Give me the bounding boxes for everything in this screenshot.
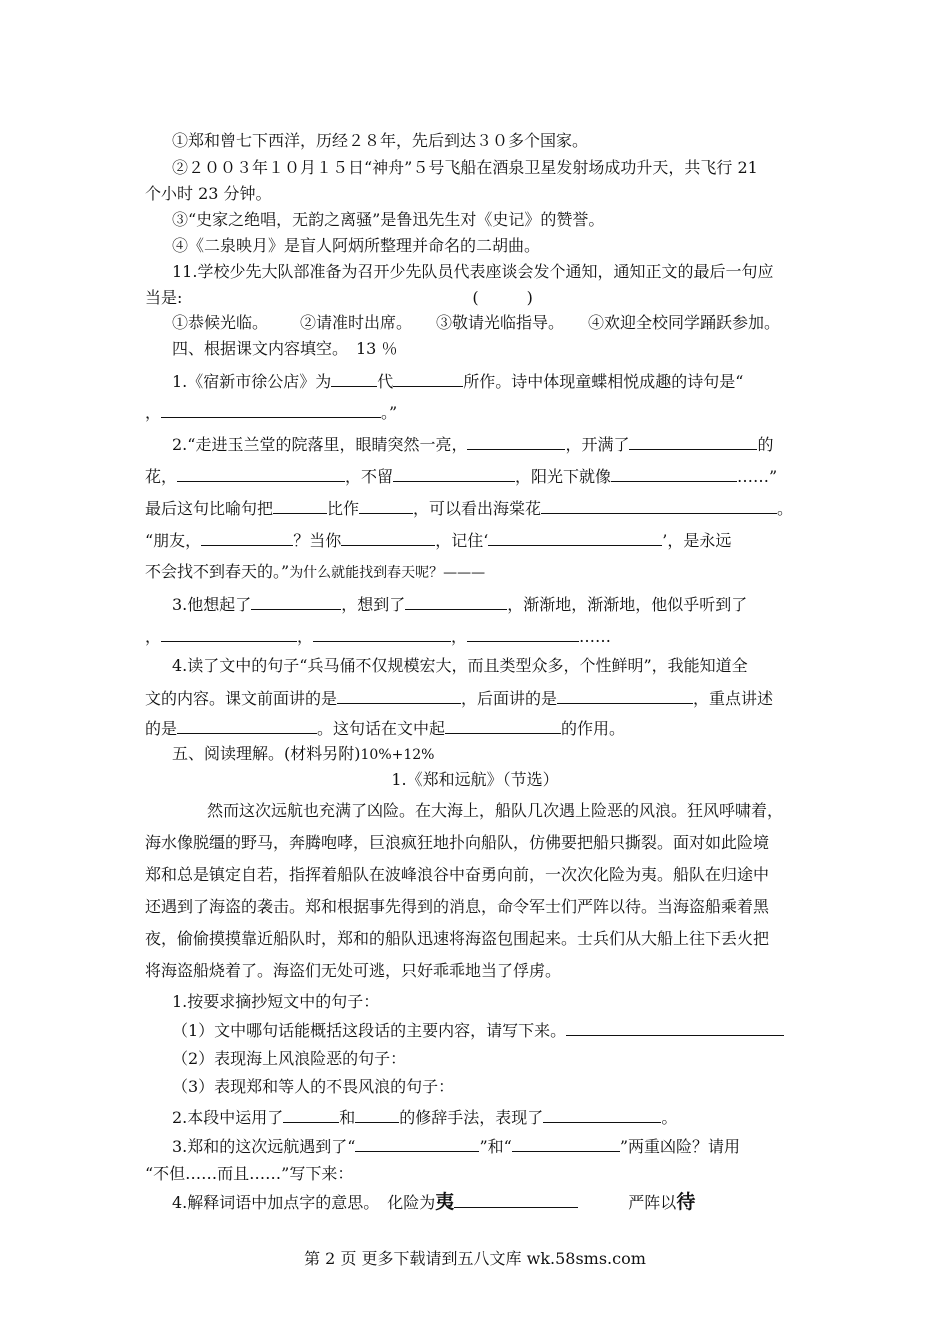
- blank[interactable]: [359, 498, 413, 514]
- blank[interactable]: [445, 718, 561, 734]
- fill-q2: [172, 434, 773, 455]
- fill-q2-line4: [145, 530, 731, 551]
- fill-q4-text: ，后面讲的是: [461, 689, 558, 708]
- item-2-cont: 个小时 23 分钟。: [145, 184, 272, 203]
- option-1: ①恭候光临。: [172, 313, 269, 332]
- fill-q4-line3: [145, 718, 625, 739]
- fill-q1-text: 。”: [381, 403, 398, 422]
- blank[interactable]: [488, 530, 662, 546]
- fill-q2-line3: [145, 498, 793, 519]
- fill-q2-question: 为什么就能找到春天呢？———: [289, 565, 486, 581]
- blank[interactable]: [467, 434, 565, 450]
- blank[interactable]: [629, 434, 757, 450]
- question-11-text: 当是:: [145, 288, 183, 307]
- reading-q2: [172, 1107, 677, 1128]
- fill-q2-text: “朋友，: [145, 531, 202, 550]
- blank[interactable]: [273, 498, 327, 514]
- blank[interactable]: [405, 594, 507, 610]
- fill-q1-text: 所作。诗中体现童蝶相悦成趣的诗句是“: [463, 372, 744, 391]
- blank[interactable]: [557, 688, 693, 704]
- fill-q4-text: 的作用。: [561, 719, 626, 738]
- section-5-label: 五、阅读理解。(材料另附): [172, 744, 361, 763]
- fill-q1: [172, 371, 743, 392]
- blank[interactable]: [467, 626, 579, 642]
- passage-line-4: 还遇到了海盗的袭击。郑和根据事先得到的消息，命令军士们严阵以待。当海盗船乘着黑: [145, 897, 770, 916]
- fill-q4-text: 的是: [145, 719, 178, 738]
- blank[interactable]: [161, 626, 297, 642]
- fill-q4-text: ，重点讲述: [693, 689, 774, 708]
- blank[interactable]: [177, 718, 317, 734]
- fill-q2-text: ’，是永远: [662, 531, 732, 550]
- reading-q4-text: 严阵以: [628, 1193, 677, 1212]
- reading-q3-text: 3.郑和的这次远航遇到了“: [172, 1137, 356, 1156]
- passage-line-1: 然而这次远航也充满了凶险。在大海上，船队几次遇上险恶的风浪。狂风呼啸着，: [207, 801, 784, 820]
- blank[interactable]: [355, 1136, 479, 1152]
- reading-q3-text: ”和“: [479, 1137, 512, 1156]
- page-footer: 第 2 页 更多下载请到五八文库 wk.58sms.com: [304, 1249, 646, 1268]
- blank[interactable]: [541, 498, 777, 514]
- fill-q2-text: 的: [757, 435, 774, 454]
- fill-q3-text: 3.他想起了: [172, 595, 252, 614]
- fill-q2-text: ，不留: [345, 467, 394, 486]
- blank[interactable]: [566, 1020, 784, 1036]
- blank[interactable]: [331, 371, 377, 387]
- fill-q3-text: ，想到了: [341, 595, 406, 614]
- reading-q4-text: 4.解释词语中加点字的意思。 化险为: [172, 1193, 436, 1212]
- passage-line-3: 郑和总是镇定自若，指挥着船队在波峰浪谷中奋勇向前，一次次化险为夷。船队在归途中: [145, 865, 770, 884]
- fill-q2-text: ，开满了: [565, 435, 630, 454]
- passage-line-2: 海水像脱缰的野马，奔腾咆哮，巨浪疯狂地扑向船队，仿佛要把船只撕裂。面对如此险境: [145, 833, 770, 852]
- dotted-char: 夷: [435, 1191, 455, 1213]
- reading-q4: [172, 1192, 695, 1213]
- question-11: 11.学校少先大队部准备为召开少先队员代表座谈会发个通知，通知正文的最后一句应: [172, 262, 774, 281]
- section-5-score: 10%+12%: [360, 747, 435, 763]
- fill-q4: 4.读了文中的句子“兵马俑不仅规模宏大，而且类型众多，个性鲜明”，我能知道全: [172, 656, 748, 675]
- item-4: ④《二泉映月》是盲人阿炳所整理并命名的二胡曲。: [172, 236, 541, 255]
- fill-q1-text: ，: [145, 403, 162, 422]
- fill-q2-text: ？当你: [293, 531, 342, 550]
- fill-q2-text: 花，: [145, 467, 178, 486]
- blank[interactable]: [543, 1107, 661, 1123]
- section-5-title: [172, 744, 434, 765]
- fill-q4-line2: [145, 688, 773, 709]
- option-2: ②请准时出席。: [300, 313, 413, 332]
- blank[interactable]: [283, 1107, 339, 1123]
- reading-q3-text: ”两重凶险？请用: [619, 1137, 741, 1156]
- reading-q2-text: 。: [661, 1108, 678, 1127]
- blank[interactable]: [512, 1136, 620, 1152]
- blank[interactable]: [611, 466, 737, 482]
- blank[interactable]: [355, 1107, 399, 1123]
- blank[interactable]: [341, 530, 435, 546]
- blank[interactable]: [454, 1192, 578, 1208]
- fill-q3-text: ，: [297, 627, 314, 646]
- fill-q3: [172, 594, 747, 615]
- fill-q2-text: 2.“走进玉兰堂的院落里，眼睛突然一亮，: [172, 435, 468, 454]
- fill-q2-text: 不会找不到春天的。”: [145, 562, 290, 581]
- blank[interactable]: [393, 466, 515, 482]
- reading-q2-text: 和: [339, 1108, 356, 1127]
- fill-q2-line2: [145, 466, 777, 487]
- dotted-char: 待: [676, 1191, 696, 1213]
- item-1: ①郑和曾七下西洋，历经２８年，先后到达３０多个国家。: [172, 131, 589, 150]
- reading-q1: 1.按要求摘抄短文中的句子：: [172, 992, 380, 1011]
- reading-q3: [172, 1136, 740, 1157]
- fill-q2-text: 。: [777, 499, 794, 518]
- fill-q3-text: ，: [145, 627, 162, 646]
- fill-q3-text: ……: [579, 627, 612, 646]
- blank[interactable]: [251, 594, 341, 610]
- fill-q1-cont: [145, 402, 397, 423]
- passage-line-6: 将海盗船烧着了。海盗们无处可逃，只好乖乖地当了俘虏。: [145, 961, 562, 980]
- item-2: ②２００３年１０月１５日“神舟”５号飞船在酒泉卫星发射场成功升天，共飞行 21: [172, 158, 758, 177]
- blank[interactable]: [393, 371, 463, 387]
- reading-q2-text: 的修辞手法，表现了: [399, 1108, 544, 1127]
- fill-q3-cont: [145, 626, 611, 647]
- fill-q2-text: 比作: [327, 499, 360, 518]
- fill-q2-text: ，记住‘: [435, 531, 489, 550]
- blank[interactable]: [201, 530, 293, 546]
- fill-q2-text: ，可以看出海棠花: [413, 499, 542, 518]
- question-11-cont: [145, 288, 533, 308]
- fill-q2-text: ……”: [737, 467, 778, 486]
- question-11-options: [172, 313, 780, 333]
- blank[interactable]: [337, 688, 461, 704]
- fill-q3-text: ，渐渐地，渐渐地，他似乎听到了: [507, 595, 748, 614]
- reading-q1-2: （2）表现海上风浪险恶的句子：: [172, 1049, 407, 1068]
- reading-q3-cont: “不但……而且……”写下来：: [145, 1164, 354, 1183]
- item-3: ③“史家之绝唱，无韵之离骚”是鲁迅先生对《史记》的赞誉。: [172, 210, 605, 229]
- fill-q3-text: ，: [451, 627, 468, 646]
- blank[interactable]: [177, 466, 345, 482]
- fill-q4-text: 。这句话在文中起: [317, 719, 446, 738]
- fill-q2-text: ，阳光下就像: [515, 467, 612, 486]
- reading-q1-3: （3）表现郑和等人的不畏风浪的句子：: [172, 1077, 455, 1096]
- fill-q2-line5: [145, 562, 485, 583]
- blank[interactable]: [313, 626, 451, 642]
- answer-bracket: ( ): [472, 288, 533, 307]
- option-3: ③敬请光临指导。: [436, 313, 565, 332]
- section-4-title: 四、根据课文内容填空。 13 ％: [172, 339, 398, 358]
- reading-q1-1-text: （1）文中哪句话能概括这段话的主要内容，请写下来。: [172, 1021, 567, 1040]
- fill-q1-text: 代: [377, 372, 394, 391]
- fill-q1-text: 1.《宿新市徐公店》为: [172, 372, 332, 391]
- reading-q1-1: [172, 1020, 784, 1041]
- reading-title: 1.《郑和远航》（节选）: [391, 770, 559, 789]
- option-4: ④欢迎全校同学踊跃参加。: [588, 313, 781, 332]
- fill-q4-text: 文的内容。课文前面讲的是: [145, 689, 338, 708]
- passage-line-5: 夜，偷偷摸摸靠近船队时，郑和的船队迅速将海盗包围起来。士兵们从大船上往下丢火把: [145, 929, 770, 948]
- fill-q2-text: 最后这句比喻句把: [145, 499, 274, 518]
- reading-q2-text: 2.本段中运用了: [172, 1108, 284, 1127]
- blank[interactable]: [161, 402, 381, 418]
